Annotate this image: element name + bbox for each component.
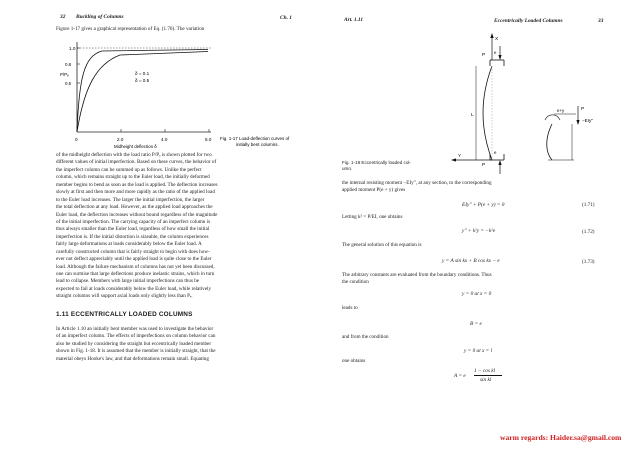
equation-1-73: y = A sin kx + B cos kx − e [442, 258, 500, 264]
paragraph-line: straight columns will support axial loads only slightly less than Pₑ. [56, 293, 193, 300]
x-tick-0: 0 [75, 137, 78, 142]
length-label: L [471, 113, 474, 118]
free-body-segment [547, 124, 552, 160]
paragraph-line: different values of initial imperfection. Based on these curves, the behavior of [56, 159, 217, 166]
watermark-text: warm regards: Haider.sa@gmail.com [500, 433, 622, 442]
paragraph-line: thus always smaller than the Euler load, regardless of how small the initial [56, 226, 210, 233]
equation-1-72-number: (1.72) [582, 229, 595, 235]
section-force-label: P [581, 107, 585, 112]
eccentric-column-diagram [342, 28, 608, 176]
text-line: the internal resisting moment −EIy″, at any section, to the corresponding [342, 180, 492, 186]
intro-line: Figure 1-17 gives a graphical representation of Eq. (1.70). The variation [56, 26, 205, 32]
paragraph-line: Euler load, the deflection increases without bound regardless of the magnitude [56, 211, 218, 218]
letting-line: Letting k² = P/EI, one obtains [342, 214, 403, 220]
y-tick-label-2: 0.5 [65, 81, 72, 86]
paragraph-line: slowly at first and then more and more rapidly as the ratio of the applied load [56, 189, 215, 196]
load-deflection-chart [50, 38, 318, 150]
section-line: shown in Fig. 1-18. It is assumed that the member is initially straight, that the [56, 348, 216, 355]
right-running-head: Eccentrically Loaded Columns [494, 18, 563, 24]
paragraph-line: of the midheight deflection with the load ratio P/Pₑ is shown plotted for two [56, 152, 212, 158]
section-title: 1.11 ECCENTRICALLY LOADED COLUMNS [56, 311, 193, 318]
paragraph-line: one can surmise that large deflections produce inelastic strains, which in turn [56, 271, 215, 277]
figure-1-17 [50, 38, 318, 150]
bottom-load-label: P [482, 163, 486, 168]
right-page-number: 33 [598, 18, 604, 24]
curve-delta-0.1 [77, 50, 208, 133]
left-running-head: Buckling of Columns [76, 14, 124, 20]
boundary-condition-1: y = 0 at x = 0 [462, 291, 492, 297]
paragraph-line: column, which remains straight up to the Euler load, the initially deformed [56, 174, 210, 181]
fig-1-18-caption-1: Fig. 1-18 Eccentrically loaded col- [342, 160, 411, 165]
paragraph-line: the imperfect column can be summed up as follows. Unlike the perfect [56, 166, 202, 173]
paragraph-line: ever not deflect appreciably until the applied load is quite close to the Euler [56, 256, 212, 263]
fig-1-17-caption-2: initially bent columns. [236, 142, 279, 147]
curve-label-2: δ = 0.5 [135, 78, 150, 83]
paragraph-line: the total deflection at any load. However, as the applied load approaches the [56, 204, 213, 211]
from-condition-line: and from the condition [342, 334, 389, 340]
imperfection-paragraph [56, 152, 313, 301]
fraction-bar [474, 375, 502, 376]
y-axis-symbol: P/Pₑ [60, 72, 69, 77]
left-page-number: 32 [60, 14, 66, 20]
equation-1-71: EIy″ + P(e + y) = 0 [462, 202, 505, 208]
curve-label-1: δ = 0.1 [135, 71, 150, 76]
fig-1-18-caption-2: umn. [342, 166, 353, 171]
paragraph-line: lead to collapse. Members with large initial imperfections can thus be [56, 278, 200, 285]
one-obtains-line: one obtains [342, 358, 366, 364]
y-tick-top: 1.0 [69, 46, 76, 51]
y-tick-label-1: 0.8 [65, 62, 72, 67]
x-axis-label: X [495, 37, 499, 42]
y-axis-label: Y [458, 153, 462, 158]
paragraph-line: fairly large deformations at loads considerably below the Euler load. A [56, 241, 202, 248]
left-chapter-label: Ch. 1 [280, 15, 292, 21]
arbitrary-line-2: the condition [342, 279, 369, 285]
result-a-lhs: A = e [454, 373, 466, 379]
paragraph-line: member begins to bend as soon as the load is applied. The deflection increases [56, 181, 218, 188]
moment-paragraph [342, 180, 608, 195]
paragraph-line: of the initial imperfection. The carrying capacity of an imperfect column is [56, 218, 211, 225]
right-page [322, 8, 612, 440]
result-a-denominator: sin kl [480, 377, 492, 383]
bent-column [483, 66, 492, 160]
boundary-condition-2: y = 0 at x = l [464, 348, 493, 354]
fig-1-17-caption-1: Fig. 1-17 Load-deflection curves of [220, 136, 290, 141]
paragraph-line: expected to fail at loads considerably below the Euler load, while relatively [56, 285, 212, 292]
general-solution-line: The general solution of this equation is [342, 242, 422, 248]
leads-to-line: leads to [342, 305, 358, 311]
result-a-numerator: 1 − cos kl [474, 368, 496, 374]
figure-1-18 [342, 28, 608, 176]
paragraph-line: load. Although the failure mechanism of columns has not yet been discussed, [56, 263, 215, 270]
result-b: B = e [470, 321, 482, 327]
section-line: material obeys Hooke's law, and that deformations remain small. Equating [56, 355, 209, 362]
moment-arm-label: e+y [557, 108, 565, 113]
x-tick-1: 2.0 [117, 137, 124, 142]
bottom-eccentricity-label: e [494, 150, 497, 155]
arbitrary-line-1: The arbitrary constants are evaluated from the boundary conditions. Thus [342, 272, 492, 278]
section-line: In Article 1.10 an initially bent member was used to investigate the behavior [56, 326, 214, 332]
resisting-moment-label: −EIy″ [582, 118, 593, 123]
paragraph-line: imperfection is. If the initial distortion is sizeable, the column experiences [56, 233, 209, 240]
x-axis-label: Midheight deflection δ [114, 144, 157, 149]
x-tick-3: 6.0 [205, 137, 212, 142]
equation-1-72: y″ + k²y = −k²e [462, 228, 496, 234]
curve-delta-0.5 [77, 52, 208, 133]
section-line: also be studied by considering the straight but eccentrically loaded member [56, 340, 212, 347]
equation-1-73-number: (1.73) [582, 259, 595, 265]
paragraph-line: carefully constructed column that is fairly straight to begin with does how- [56, 248, 210, 255]
right-article-label: Art. 1.11 [344, 17, 364, 23]
paragraph-line: to the Euler load increases. The larger the initial imperfection, the larger [56, 196, 205, 203]
x-tick-2: 4.0 [161, 137, 168, 142]
equation-1-71-number: (1.71) [582, 202, 595, 208]
top-load-label: P [482, 53, 486, 58]
top-eccentricity-label: e [494, 50, 497, 55]
left-page [46, 8, 318, 440]
section-paragraph [56, 326, 313, 363]
text-line: applied moment P(e + y) gives [342, 187, 406, 194]
section-line: of an imperfect column. The effects of imperfections on column behavior can [56, 333, 216, 340]
